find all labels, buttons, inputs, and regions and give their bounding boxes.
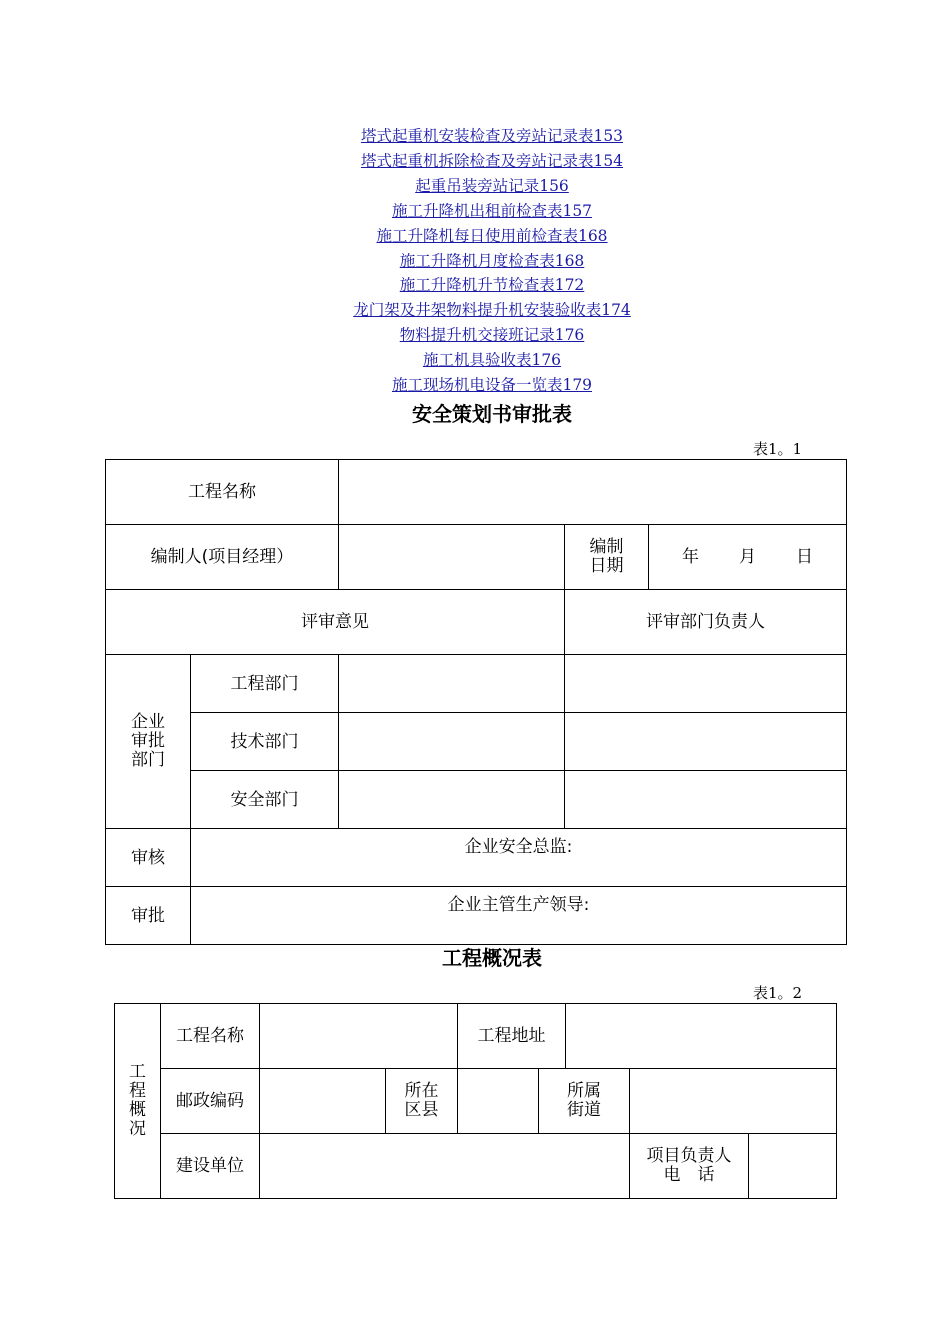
table2-number: 表1。2: [753, 984, 803, 1002]
table1-number: 表1。1: [753, 440, 803, 458]
toc-link[interactable]: 施工升降机升节检查表172: [399, 276, 585, 295]
review-dept-head-label: 评审部门负责人: [565, 590, 847, 655]
manager-phone-label-line1: 项目负责人: [646, 1146, 732, 1166]
audit-label: 审核: [106, 829, 191, 887]
toc-link[interactable]: 施工升降机月度检查表168: [399, 251, 585, 270]
toc-link[interactable]: 施工机具验收表176: [422, 351, 562, 370]
preparer-value[interactable]: [339, 525, 565, 590]
dept-engineering-label: 工程部门: [191, 655, 339, 713]
street-label: [539, 1069, 630, 1134]
table1-title: 安全策划书审批表: [412, 402, 572, 426]
street-label-line1: 所属: [567, 1081, 601, 1101]
project-address-value[interactable]: [566, 1004, 837, 1069]
district-label-line1: 所在: [404, 1081, 439, 1101]
preparer-label: 编制人(项目经理）: [106, 525, 339, 590]
toc-link[interactable]: 施工升降机出租前检查表157: [391, 201, 593, 220]
toc-link[interactable]: 施工升降机每日使用前检查表168: [376, 226, 608, 245]
builder-label: 建设单位: [161, 1134, 260, 1199]
approve-content[interactable]: 企业主管生产领导:: [191, 887, 847, 945]
district-label: [386, 1069, 458, 1134]
manager-phone-value[interactable]: [749, 1134, 837, 1199]
toc-link[interactable]: 塔式起重机拆除检查及旁站记录表154: [360, 151, 624, 170]
dept-safety-label: 安全部门: [191, 771, 339, 829]
manager-phone-label-line2: 电 话: [663, 1165, 715, 1185]
dept-safety-head[interactable]: [565, 771, 847, 829]
enterprise-label-line2: 审批: [131, 731, 165, 751]
dept-technical-opinion[interactable]: [339, 713, 565, 771]
project-name-value[interactable]: [260, 1004, 458, 1069]
district-value[interactable]: [458, 1069, 539, 1134]
side-char-1: 工: [129, 1062, 146, 1082]
postal-code-label: 邮政编码: [161, 1069, 260, 1134]
prep-date-value[interactable]: [649, 525, 847, 590]
project-name-label: 工程名称: [106, 460, 339, 525]
review-opinion-label: 评审意见: [106, 590, 565, 655]
street-label-line2: 街道: [567, 1100, 601, 1120]
side-char-4: 况: [129, 1119, 146, 1139]
prep-date-label: [565, 525, 649, 590]
dept-engineering-head[interactable]: [565, 655, 847, 713]
side-char-2: 程: [129, 1081, 146, 1101]
prep-date-label-line2: 日期: [589, 556, 624, 576]
street-value[interactable]: [630, 1069, 837, 1134]
toc-link[interactable]: 施工现场机电设备一览表179: [391, 376, 593, 395]
project-overview-table: [114, 1003, 837, 1199]
enterprise-label-line1: 企业: [131, 712, 165, 732]
project-name-value[interactable]: [339, 460, 847, 525]
dept-engineering-opinion[interactable]: [339, 655, 565, 713]
date-year: 年: [682, 547, 699, 567]
builder-value[interactable]: [260, 1134, 630, 1199]
toc-link[interactable]: 物料提升机交接班记录176: [399, 326, 585, 345]
toc-link[interactable]: 起重吊装旁站记录156: [415, 176, 569, 195]
approval-table: [105, 459, 847, 945]
toc-link[interactable]: 塔式起重机安装检查及旁站记录表153: [360, 127, 624, 145]
audit-content[interactable]: 企业安全总监:: [191, 829, 847, 887]
manager-phone-label: [630, 1134, 749, 1199]
district-label-line2: 区县: [404, 1100, 439, 1120]
date-day: 日: [796, 547, 813, 567]
date-month: 月: [739, 547, 756, 567]
dept-technical-label: 技术部门: [191, 713, 339, 771]
project-name-label: 工程名称: [161, 1004, 260, 1069]
project-address-label: 工程地址: [458, 1004, 566, 1069]
enterprise-label-line3: 部门: [131, 750, 165, 770]
overview-side-label: [115, 1004, 161, 1199]
enterprise-approval-dept-label: [106, 655, 191, 829]
table-of-contents: [0, 124, 950, 398]
postal-code-value[interactable]: [260, 1069, 386, 1134]
approve-label: 审批: [106, 887, 191, 945]
table2-title: 工程概况表: [442, 946, 542, 970]
dept-technical-head[interactable]: [565, 713, 847, 771]
dept-safety-opinion[interactable]: [339, 771, 565, 829]
prep-date-label-line1: 编制: [589, 537, 624, 557]
toc-link[interactable]: 龙门架及井架物料提升机安装验收表174: [353, 301, 631, 320]
side-char-3: 概: [129, 1100, 146, 1120]
